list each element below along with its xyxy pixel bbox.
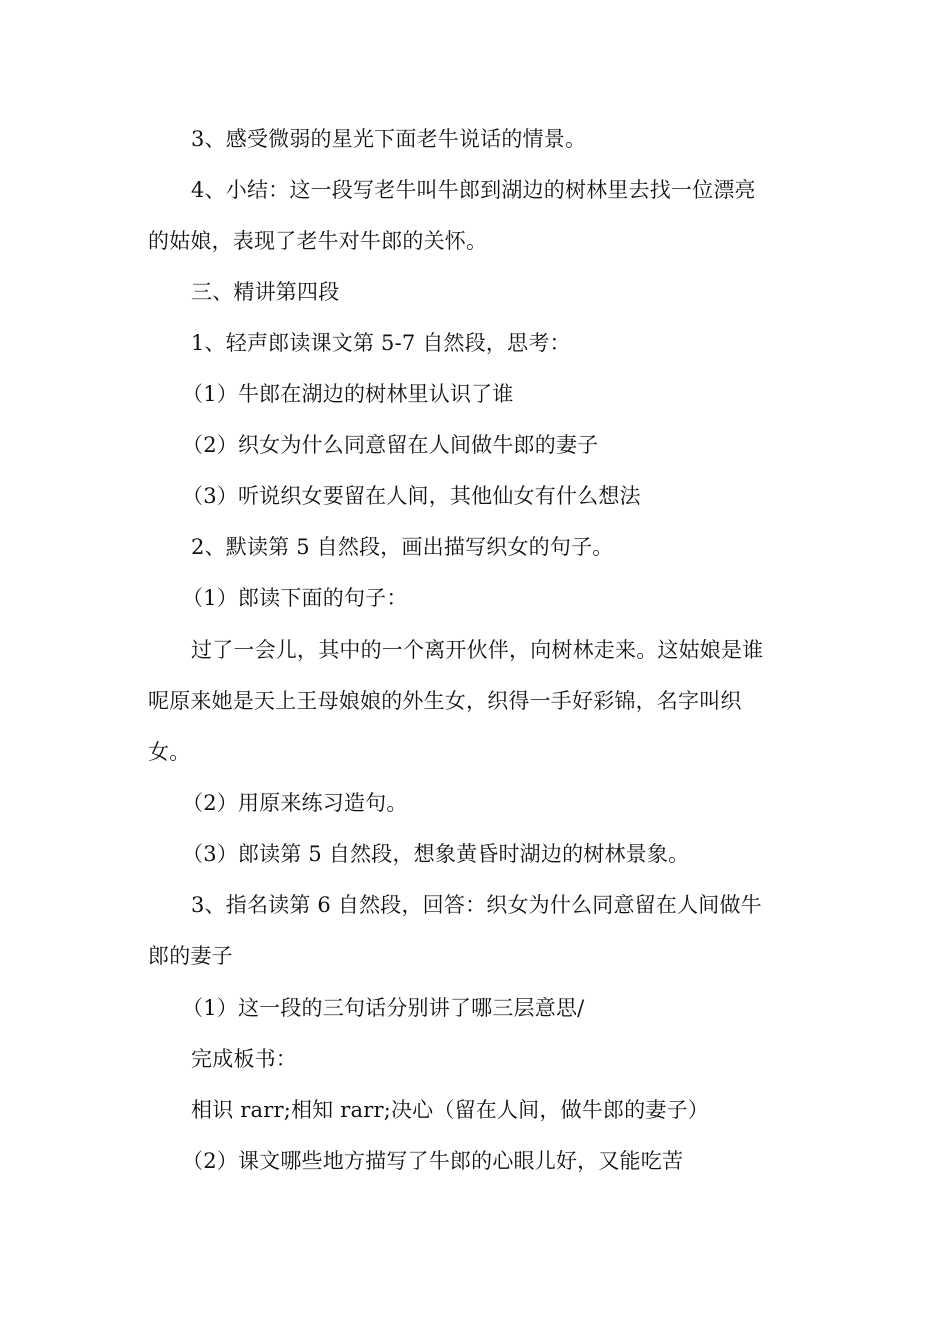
- list-item: （1）牛郎在湖边的树林里认识了谁: [182, 382, 514, 406]
- list-item: （1）这一段的三句话分别讲了哪三层意思/: [182, 996, 585, 1020]
- paragraph-line: 3、感受微弱的星光下面老牛说话的情景。: [191, 127, 587, 151]
- paragraph-line: 的姑娘，表现了老牛对牛郎的关怀。: [148, 229, 488, 253]
- paragraph-line: 1、轻声郎读课文第 5-7 自然段，思考：: [191, 331, 571, 355]
- list-item: （2）用原来练习造句。: [182, 791, 408, 815]
- paragraph-line: 呢原来她是天上王母娘娘的外生女，织得一手好彩锦，名字叫织: [148, 689, 742, 713]
- paragraph-line: 4、小结：这一段写老牛叫牛郎到湖边的树林里去找一位漂亮: [191, 178, 756, 202]
- list-item: （3）郎读第 5 自然段，想象黄昏时湖边的树林景象。: [182, 842, 690, 866]
- list-item: （2）课文哪些地方描写了牛郎的心眼儿好，又能吃苦: [182, 1149, 684, 1173]
- paragraph-line: 过了一会儿，其中的一个离开伙伴，向树林走来。这姑娘是谁: [191, 638, 764, 662]
- list-item: （1）郎读下面的句子：: [182, 586, 408, 610]
- paragraph-line: 3、指名读第 6 自然段，回答：织女为什么同意留在人间做牛: [191, 893, 762, 917]
- section-heading: 三、精讲第四段: [191, 280, 340, 304]
- paragraph-line: 2、默读第 5 自然段，画出描写织女的句子。: [191, 535, 614, 559]
- paragraph-line: 完成板书：: [191, 1047, 297, 1071]
- list-item: （3）听说织女要留在人间，其他仙女有什么想法: [182, 484, 641, 508]
- list-item: （2）织女为什么同意留在人间做牛郎的妻子: [182, 433, 599, 457]
- paragraph-line: 相识 rarr;相知 rarr;决心（留在人间，做牛郎的妻子）: [191, 1098, 709, 1122]
- paragraph-line: 女。: [148, 740, 191, 764]
- paragraph-line: 郎的妻子: [148, 944, 233, 968]
